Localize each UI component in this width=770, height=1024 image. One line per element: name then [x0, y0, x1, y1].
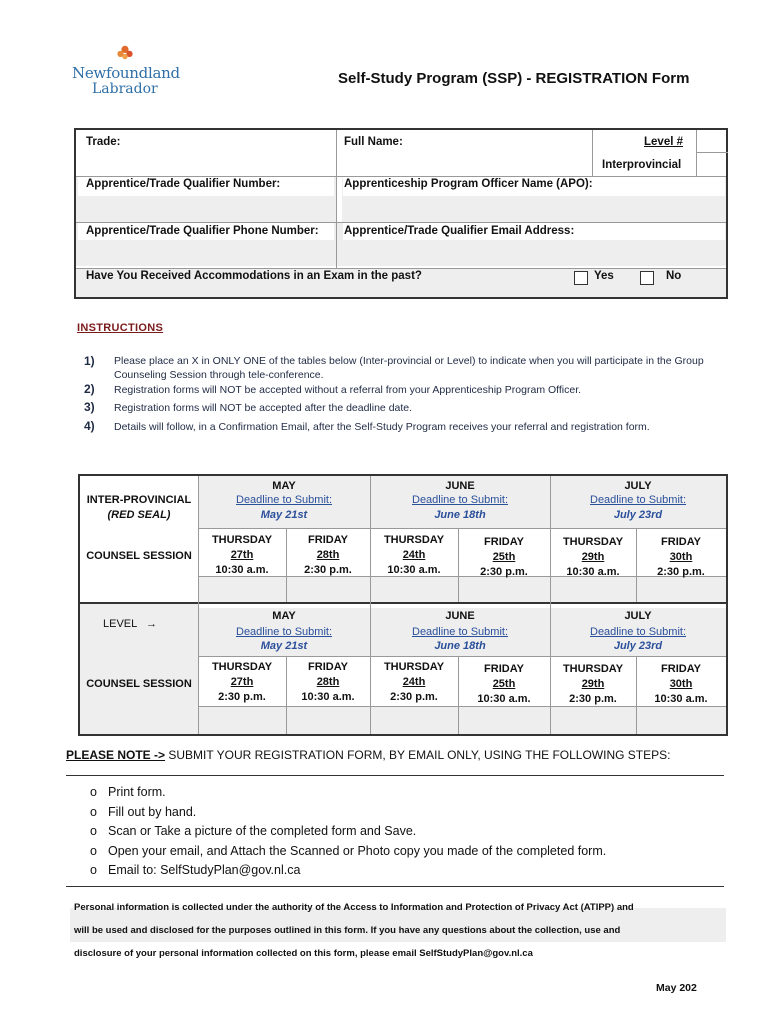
no-checkbox[interactable] — [640, 271, 654, 285]
session-cell — [370, 660, 458, 705]
arrow-right-icon: → — [146, 618, 157, 630]
select-box[interactable] — [550, 576, 636, 602]
day-label: THURSDAY — [562, 663, 624, 675]
select-box[interactable] — [550, 706, 636, 734]
day-label: FRIDAY — [484, 663, 524, 675]
date-label: 27th — [230, 549, 254, 561]
session-cell — [286, 533, 370, 578]
counsel-session-label: COUNSEL SESSION — [86, 550, 192, 562]
bullet-icon: o — [90, 804, 97, 819]
email-address-label: Apprentice/Trade Qualifier Email Address: — [344, 225, 575, 237]
month-header: JUNE — [445, 610, 475, 622]
apo-name-label: Apprenticeship Program Officer Name (APO): — [344, 178, 593, 190]
date-label: 30th — [669, 678, 693, 690]
pitcher-plant-icon — [116, 44, 134, 62]
instruction-number: 3) — [84, 400, 95, 414]
time-label: 2:30 p.m. — [218, 691, 266, 703]
phone-label: Apprentice/Trade Qualifier Phone Number: — [86, 225, 319, 237]
time-label: 10:30 a.m. — [654, 693, 708, 705]
date-label: 28th — [316, 676, 340, 688]
instruction-text: Registration forms will NOT be accepted after the deadline date. — [114, 402, 413, 414]
day-label: FRIDAY — [661, 663, 701, 675]
date-label: 25th — [492, 551, 516, 563]
time-label: 10:30 a.m. — [566, 566, 620, 578]
day-label: THURSDAY — [211, 534, 273, 546]
deadline-date: May 21st — [260, 509, 308, 521]
session-cell — [458, 662, 550, 707]
month-header: MAY — [272, 610, 296, 622]
privacy-line: disclosure of your personal information collected on this form, please email SelfStudyPlan@gov.nl.ca — [74, 948, 533, 959]
logo-line1: Newfoundland — [72, 64, 180, 82]
month-header: MAY — [272, 480, 296, 492]
select-box[interactable] — [636, 706, 726, 734]
month-header: JULY — [624, 610, 652, 622]
list-item — [90, 824, 606, 844]
instruction-text: Please place an X in ONLY ONE of the tables below (Inter-provincial or Level) to indicate when you will participate in the Group Counseling Session through tele-conference. — [114, 355, 704, 381]
logo-line2: Labrador — [92, 81, 158, 97]
session-cell — [370, 533, 458, 578]
deadline-label: Deadline to Submit: — [236, 626, 332, 638]
inter-provincial-label: INTER-PROVINCIAL — [86, 494, 192, 506]
step-text: Open your email, and Attach the Scanned or Photo copy you made of the completed form. — [108, 843, 607, 858]
session-cell — [636, 662, 726, 707]
deadline-label: Deadline to Submit: — [590, 494, 686, 506]
accommodations-question: Have You Received Accommodations in an Exam in the past? — [86, 270, 422, 282]
select-box[interactable] — [458, 706, 550, 734]
deadline-date: July 23rd — [613, 509, 663, 521]
time-label: 2:30 p.m. — [569, 693, 617, 705]
select-box[interactable] — [286, 576, 370, 602]
deadline-date: May 21st — [260, 640, 308, 652]
time-label: 10:30 a.m. — [387, 564, 441, 576]
date-label: 27th — [230, 676, 254, 688]
step-text: Email to: SelfStudyPlan@gov.nl.ca — [108, 863, 301, 877]
time-label: 2:30 p.m. — [657, 566, 705, 578]
session-cell — [550, 535, 636, 580]
please-note-prefix: PLEASE NOTE -> — [66, 748, 166, 762]
session-cell — [198, 660, 286, 705]
level-label: Level # — [644, 136, 683, 148]
counsel-session-label: COUNSEL SESSION — [86, 678, 192, 690]
day-label: THURSDAY — [383, 534, 445, 546]
day-label: THURSDAY — [383, 661, 445, 673]
please-note-text: SUBMIT YOUR REGISTRATION FORM, BY EMAIL ONLY, USING THE FOLLOWING STEPS: — [168, 748, 671, 762]
deadline-label: Deadline to Submit: — [412, 494, 508, 506]
month-header: JUNE — [445, 480, 475, 492]
please-note — [66, 748, 670, 762]
date-label: 25th — [492, 678, 516, 690]
instructions-heading: INSTRUCTIONS — [77, 322, 164, 334]
select-box[interactable] — [458, 576, 550, 602]
select-box[interactable] — [370, 706, 458, 734]
time-label: 2:30 p.m. — [304, 564, 352, 576]
date-label: 30th — [669, 551, 693, 563]
bullet-icon: o — [90, 824, 97, 838]
day-label: THURSDAY — [211, 661, 273, 673]
date-label: 24th — [402, 549, 426, 561]
list-item — [90, 863, 606, 883]
deadline-date: June 18th — [434, 509, 486, 521]
step-text: Fill out by hand. — [108, 804, 197, 819]
day-label: FRIDAY — [308, 661, 348, 673]
instruction-number: 2) — [84, 382, 95, 396]
bullet-icon: o — [90, 843, 97, 858]
newfoundland-labrador-logo — [70, 44, 190, 104]
date-label: 29th — [581, 678, 605, 690]
select-box[interactable] — [370, 576, 458, 602]
time-label: 2:30 p.m. — [390, 691, 438, 703]
list-item — [90, 785, 606, 805]
step-text: Print form. — [108, 785, 166, 799]
yes-label: Yes — [594, 270, 614, 282]
registration-fields-table — [74, 128, 728, 299]
session-cell — [550, 662, 636, 707]
select-box[interactable] — [198, 706, 286, 734]
privacy-line: Personal information is collected under the authority of the Access to Information and Protection of Privacy Act (ATIPP) and — [74, 902, 634, 913]
footer-date: May 202 — [656, 982, 697, 994]
no-label: No — [666, 270, 682, 282]
session-cell — [458, 535, 550, 580]
time-label: 2:30 p.m. — [480, 566, 528, 578]
interprovincial-label: Interprovincial — [602, 159, 682, 171]
time-label: 10:30 a.m. — [301, 691, 355, 703]
day-label: THURSDAY — [562, 536, 624, 548]
bullet-icon: o — [90, 785, 97, 799]
page-title: Self-Study Program (SSP) - REGISTRATION Form — [338, 70, 690, 87]
full-name-label: Full Name: — [344, 136, 403, 148]
apprentice-number-label: Apprentice/Trade Qualifier Number: — [86, 178, 281, 190]
time-label: 10:30 a.m. — [477, 693, 531, 705]
date-label: 24th — [402, 676, 426, 688]
day-label: FRIDAY — [661, 536, 701, 548]
month-header: JULY — [624, 480, 652, 492]
date-label: 29th — [581, 551, 605, 563]
deadline-label: Deadline to Submit: — [236, 494, 332, 506]
list-item — [90, 805, 606, 825]
privacy-line: will be used and disclosed for the purposes outlined in this form. If you have any questions about the collection, use and — [74, 925, 621, 936]
day-label: FRIDAY — [308, 534, 348, 546]
date-label: 28th — [316, 549, 340, 561]
instruction-text: Registration forms will NOT be accepted without a referral from your Apprenticeship Program Officer. — [114, 384, 582, 396]
select-box[interactable] — [636, 576, 726, 602]
instruction-number: 1) — [84, 354, 95, 368]
bullet-icon: o — [90, 863, 97, 877]
session-cell — [198, 533, 286, 578]
level-text: LEVEL — [102, 618, 137, 630]
deadline-label: Deadline to Submit: — [590, 626, 686, 638]
steps-list — [90, 785, 606, 883]
select-box[interactable] — [198, 576, 286, 602]
time-label: 10:30 a.m. — [215, 564, 269, 576]
yes-checkbox[interactable] — [574, 271, 588, 285]
select-box[interactable] — [286, 706, 370, 734]
session-cell — [286, 660, 370, 705]
list-item — [90, 844, 606, 864]
trade-label: Trade: — [86, 136, 121, 148]
step-text: Scan or Take a picture of the completed form and Save. — [108, 824, 417, 838]
deadline-label: Deadline to Submit: — [412, 626, 508, 638]
deadline-date: July 23rd — [613, 640, 663, 652]
schedule-table — [78, 474, 728, 736]
red-seal-label: (RED SEAL) — [107, 509, 171, 521]
session-cell — [636, 535, 726, 580]
instruction-text: Details will follow, in a Confirmation Email, after the Self-Study Program receives your referral and registration form. — [114, 421, 650, 433]
level-row-label — [100, 618, 160, 630]
instruction-number: 4) — [84, 419, 95, 433]
day-label: FRIDAY — [484, 536, 524, 548]
deadline-date: June 18th — [434, 640, 486, 652]
